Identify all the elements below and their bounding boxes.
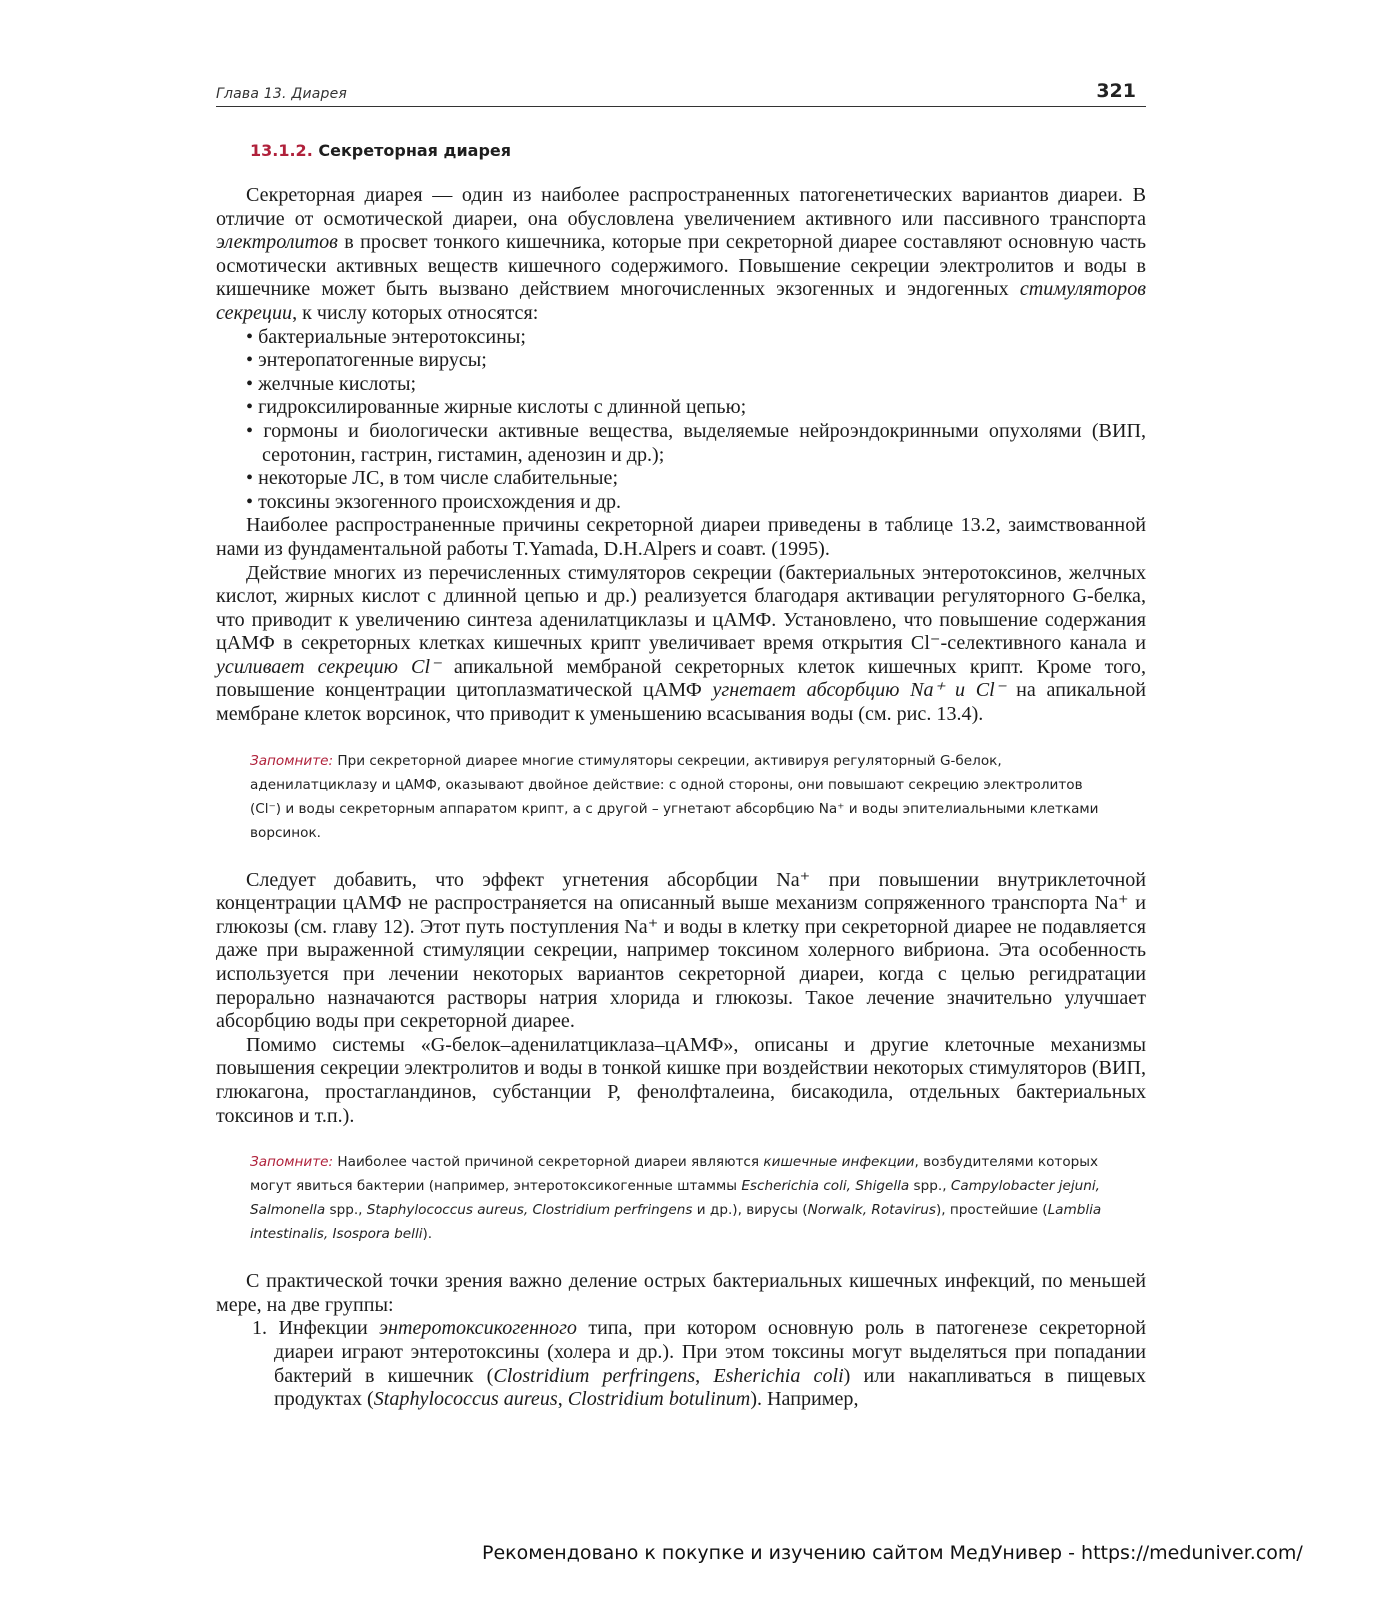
section-heading xyxy=(250,141,1146,160)
list-item: • бактериальные энтеротоксины; xyxy=(246,326,1146,350)
italic-term: электролитов xyxy=(216,231,338,254)
list-item: • энтеропатогенные вирусы; xyxy=(246,349,1146,373)
text-run: , к числу которых относятся: xyxy=(292,301,539,324)
section-number: 13.1.2. xyxy=(250,141,313,160)
page-number: 321 xyxy=(1096,80,1136,102)
paragraph-mechanism xyxy=(216,562,1146,727)
list-item: • гидроксилированные жирные кислоты с длинной цепью; xyxy=(246,396,1146,420)
text-run: и др.), вирусы ( xyxy=(692,1202,808,1219)
text-run: Наиболее частой причиной секреторной диареи являются xyxy=(333,1154,764,1171)
running-header xyxy=(216,72,1146,107)
list-item: • некоторые ЛС, в том числе слабительные; xyxy=(246,467,1146,491)
body-text-2 xyxy=(216,869,1146,1129)
italic-term: Campylobacter jejuni, Salmonella xyxy=(250,1178,1100,1219)
paragraph-causes: Наиболее распространенные причины секреторной диареи приведены в таблице 13.2, заимствованной нами из фундаментальной работы T.Yamada, D.H.Alpers и соавт. (1995). xyxy=(216,514,1146,560)
text-run: , xyxy=(557,1388,568,1411)
list-item: • токсины экзогенного происхождения и др. xyxy=(246,491,1146,515)
text-run: ). Например, xyxy=(750,1388,859,1411)
italic-term: кишечные инфекции xyxy=(763,1154,915,1171)
watermark-footer: Рекомендовано к покупке и изучению сайтом МедУнивер - https://meduniver.com/ xyxy=(482,1542,1303,1564)
italic-term: энтеротоксикогенного xyxy=(379,1317,577,1340)
italic-term: угнетает абсорбцию Na⁺ и Cl⁻ xyxy=(712,679,1006,702)
text-run: Секреторная диарея — один из наиболее распространенных патогенетических вариантов диареи. В отличие от осмотической диареи, она обусловлена увеличением активного или пассивного транспорта xyxy=(216,184,1146,230)
note-text: При секреторной диарее многие стимуляторы секреции, активируя регуляторный G-белок, аденилатциклазу и цАМФ, оказывают двойное действие: с одной стороны, они повышают секрецию электролитов (Cl⁻) и воды секреторным аппаратом крипт, а с другой – угнетают абсорбцию Na⁺ и воды эпителиальными клетками ворсинок. xyxy=(250,752,1099,841)
text-run: Действие многих из перечисленных стимуляторов секреции (бактериальных энтеротоксинов, желчных кислот, жирных кислот с длинной цепью и др.) реализуется благодаря активации регуляторного G-белка, что приводит к увеличению синтеза аденилатциклазы и цАМФ. Установлено, что повышение содержания цАМФ в секреторных клетках кишечных крипт увеличивает время открытия Cl⁻-селективного канала и xyxy=(216,561,1146,655)
italic-term: Clostridium perfringens xyxy=(493,1364,696,1387)
list-item: • гормоны и биологически активные вещества, выделяемые нейроэндокринными опухолями (ВИП, серотонин, гастрин, гистамин, аденозин и др.); xyxy=(246,420,1146,467)
text-run: типа, при котором основную роль в патогенезе секреторной диареи играют энтеротоксины (холера и др.). При этом токсины могут выделяться при попадании бактерий в кишечник ( xyxy=(274,1317,1146,1387)
italic-term: Norwalk, Rotavirus xyxy=(807,1202,936,1219)
paragraph-other-mechanisms: Помимо системы «G-белок–аденилатциклаза–цАМФ», описаны и другие клеточные механизмы повышения секреции электролитов и воды в тонкой кишке при воздействии некоторых стимуляторов (ВИП, глюкагона, простагландинов, субстанции Р, фенолфталеина, бисакодила, отдельных бактериальных токсинов и т.п.). xyxy=(216,1033,1146,1127)
text-run: апикальной мембраной секреторных клеток кишечных крипт. Кроме того, повышение концентрации цитоплазматической цАМФ xyxy=(216,655,1146,702)
italic-term: Esherichia coli xyxy=(713,1364,844,1387)
text-run: , возбудителями которых могут явиться бактерии (например, энтеротоксикогенные штаммы xyxy=(250,1154,1099,1195)
italic-term: Clostridium botulinum xyxy=(567,1388,751,1411)
note-label: Запомните: xyxy=(250,752,334,769)
body-text xyxy=(216,184,1146,727)
italic-term: Lamblia intestinalis, Isospora belli xyxy=(250,1202,1102,1243)
list-item: • желчные кислоты; xyxy=(246,373,1146,397)
paragraph-intro xyxy=(216,184,1146,326)
paragraph-sodium-glucose: Следует добавить, что эффект угнетения абсорбции Na⁺ при повышении внутриклеточной концентрации цАМФ не распространяется на описанный выше механизм сопряженного транспорта Na⁺ и глюкозы (см. главу 12). Этот путь поступления Na⁺ и воды в клетку при секреторной диарее не подавляется даже при выраженной стимуляции секреции, например токсином холерного вибриона. Эта особенность используется при лечении некоторых вариантов секреторной диареи, когда с целью регидратации перорально назначаются растворы натрия хлорида и глюкозы. Такое лечение значительно улучшает абсорбцию воды при секреторной диарее. xyxy=(216,868,1146,1033)
text-run: spp., xyxy=(325,1202,367,1219)
text-run: в просвет тонкого кишечника, которые при секреторной диарее составляют основную часть осмотически активных веществ кишечного содержимого. Повышение секреции электролитов и воды в кишечнике может быть вызвано действием многочисленных экзогенных и эндогенных xyxy=(216,231,1146,301)
text-run: spp., xyxy=(909,1178,951,1195)
body-text-3 xyxy=(216,1270,1146,1412)
italic-term: Escherichia coli, Shigella xyxy=(741,1178,910,1195)
italic-term: стимуляторов секреции xyxy=(216,278,1146,324)
running-title: Глава 13. Диарея xyxy=(216,86,348,102)
italic-term: Staphylococcus aureus, Clostridium perfringens xyxy=(366,1202,693,1219)
remember-note-1 xyxy=(250,749,1146,845)
list-item xyxy=(252,1317,1146,1411)
text-run: Инфекции xyxy=(278,1317,380,1340)
paragraph-groups: С практической точки зрения важно деление острых бактериальных кишечных инфекций, по меньшей мере, на две группы: xyxy=(216,1270,1146,1316)
groups-list xyxy=(216,1317,1146,1411)
list-marker: 1. xyxy=(252,1317,268,1340)
stimulators-list xyxy=(216,326,1146,515)
remember-note-2 xyxy=(250,1150,1146,1246)
italic-term: усиливает секрецию Cl⁻ xyxy=(216,655,441,678)
text-run: ). xyxy=(422,1226,433,1243)
text-run: ) или накапливаться в пищевых продуктах ( xyxy=(274,1364,1146,1411)
text-run: ), простейшие ( xyxy=(935,1202,1048,1219)
section-title: Секреторная диарея xyxy=(318,141,512,160)
italic-term: Staphylococcus aureus xyxy=(373,1388,558,1411)
text-run: , xyxy=(695,1364,714,1387)
text-run: на апикальной мембране клеток ворсинок, что приводит к уменьшению всасывания воды (см. рис. 13.4). xyxy=(216,679,1147,726)
book-page xyxy=(216,72,1146,1412)
note-label: Запомните: xyxy=(250,1154,334,1171)
